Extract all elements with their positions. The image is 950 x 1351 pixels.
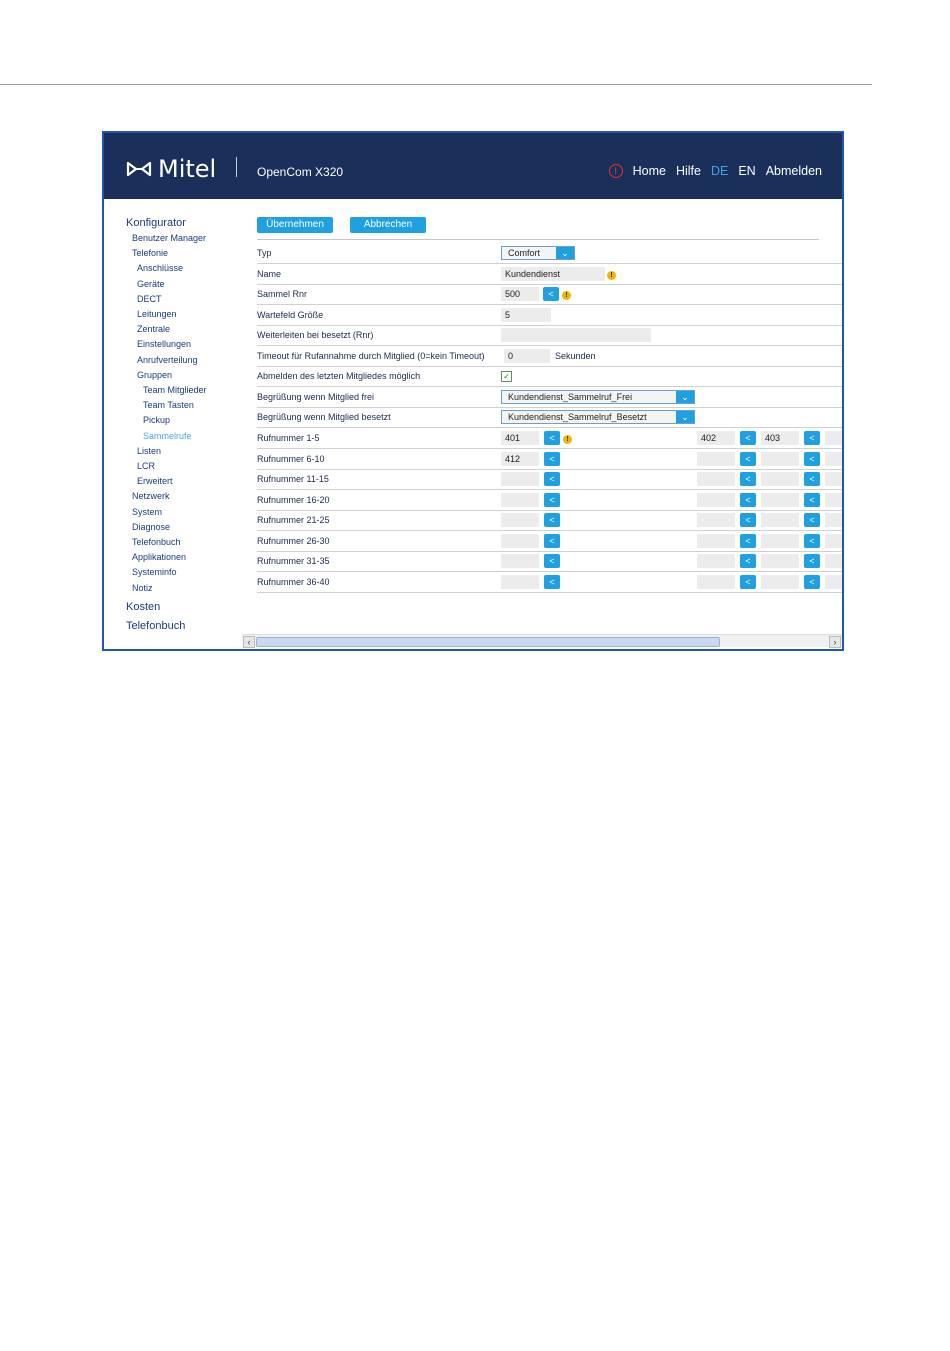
pick-number-button[interactable]: < [740,452,756,466]
number-field[interactable]: 403 [761,431,799,445]
number-field[interactable] [761,534,799,548]
scroll-right-icon[interactable]: › [829,636,841,648]
nav-help[interactable]: Hilfe [675,164,701,178]
pick-number-button[interactable]: < [544,431,560,445]
cancel-button[interactable]: Abbrechen [350,217,426,233]
greet-free-label: Begrüßung wenn Mitglied frei [257,392,375,402]
pick-number-button[interactable]: < [740,472,756,486]
sidebar-item[interactable]: DECT [137,293,162,304]
pick-number-button[interactable]: < [804,452,820,466]
pick-number-button[interactable]: < [543,287,559,301]
sidebar-item[interactable]: Sammelrufe [143,430,192,441]
number-row-label: Rufnummer 11-15 [257,474,329,484]
sidebar-item[interactable]: Team Mitglieder [143,385,207,395]
mitel-logo [126,155,216,183]
row-wartefeld [257,305,842,326]
pick-number-button[interactable]: < [804,534,820,548]
number-field[interactable] [697,493,735,507]
number-field[interactable] [825,431,842,445]
page-top-rule [0,84,872,85]
chevron-down-icon: ⌄ [676,411,694,423]
greet-busy-select[interactable] [501,410,695,424]
row-greet-free [257,387,842,408]
sidebar-item[interactable]: Erweitert [137,476,173,487]
number-field[interactable] [825,513,842,527]
chevron-down-icon: ⌄ [676,391,694,403]
pick-number-button[interactable]: < [544,472,560,486]
warning-icon: ! [562,291,571,300]
abmelden-label: Abmelden des letzten Mitgliedes möglich [257,371,421,381]
warning-icon: ! [607,271,616,280]
number-row [257,531,842,552]
sidebar-item[interactable]: Gruppen [137,369,173,380]
sidebar-item[interactable]: Anschlüsse [137,263,184,274]
number-row [257,469,842,490]
typ-select[interactable] [501,246,575,260]
pick-number-button[interactable]: < [740,431,756,445]
row-name [257,264,842,285]
number-field[interactable] [825,534,842,548]
sidebar-item[interactable]: Notiz [132,582,153,593]
row-sammel [257,284,842,305]
header-separator [236,157,237,177]
sidebar-item[interactable]: System [132,506,163,517]
greet-free-value: Kundendienst_Sammelruf_Frei [508,392,633,402]
nav-logout[interactable]: Abmelden [765,164,822,178]
name-label: Name [257,269,282,279]
sidebar-item[interactable]: Telefonbuch [132,537,181,547]
number-field[interactable] [697,513,735,527]
sidebar-item[interactable]: Pickup [143,415,171,426]
number-row-label: Rufnummer 31-35 [257,556,330,566]
sidebar-item[interactable]: Systeminfo [132,567,177,578]
sidebar-item[interactable]: Diagnose [132,521,171,532]
pick-number-button[interactable]: < [544,452,560,466]
sidebar-item[interactable]: Telefonbuch [126,619,186,632]
sidebar-item[interactable]: LCR [137,461,156,471]
weiterleiten-label: Weiterleiten bei besetzt (Rnr) [257,330,374,340]
number-field[interactable] [697,452,735,466]
number-field[interactable] [501,554,539,568]
app-header [104,133,842,199]
sidebar-item[interactable]: Einstellungen [137,339,192,350]
sidebar-item[interactable]: Telefonie [132,248,169,259]
sidebar-item[interactable]: Kosten [126,600,161,613]
warning-icon: ! [563,435,572,444]
pick-number-button[interactable]: < [740,534,756,548]
greet-busy-label: Begrüßung wenn Mitglied besetzt [257,412,391,422]
number-row-label: Rufnummer 36-40 [257,576,330,587]
number-field[interactable] [761,493,799,507]
number-field[interactable] [761,575,799,589]
row-abmelden [257,366,842,387]
lang-en[interactable]: EN [738,164,756,178]
number-field[interactable] [501,493,539,507]
number-row [257,572,842,593]
pick-number-button[interactable]: < [544,493,560,507]
number-row-label: Rufnummer 21-25 [257,515,330,525]
scrollbar-thumb[interactable] [256,637,720,647]
abmelden-checkbox[interactable]: ✓ [501,371,512,382]
pick-number-button[interactable]: < [544,534,560,548]
pick-number-button[interactable]: < [804,575,820,589]
number-row-label: Rufnummer 16-20 [257,494,330,505]
pick-number-button[interactable]: < [804,493,820,507]
number-field[interactable] [825,452,842,466]
scroll-left-icon[interactable]: ‹ [243,636,255,648]
pick-number-button[interactable]: < [740,575,756,589]
number-field[interactable] [697,575,735,589]
greet-free-select[interactable] [501,390,695,404]
number-field[interactable] [761,472,799,486]
number-field[interactable] [501,534,539,548]
pick-number-button[interactable]: < [740,493,756,507]
number-row [257,510,842,531]
sidebar-item[interactable]: Netzwerk [132,491,170,502]
pick-number-button[interactable]: < [544,554,560,568]
number-row [257,449,842,470]
sammel-label: Sammel Rnr [257,289,308,299]
pick-number-button[interactable]: < [544,513,560,527]
pick-number-button[interactable]: < [804,513,820,527]
pick-number-button[interactable]: < [544,575,560,589]
number-field[interactable] [825,472,842,486]
sidebar-item[interactable]: Team Tasten [143,400,194,411]
number-row-label: Rufnummer 26-30 [257,535,330,546]
number-field[interactable]: 402 [697,431,735,445]
typ-select-value: Comfort [508,248,541,258]
nav-home[interactable]: Home [632,164,666,178]
number-row [257,428,842,449]
sammel-field[interactable]: 500 [501,287,539,301]
logo-text: Mitel [158,155,217,183]
chevron-down-icon: ⌄ [556,247,574,259]
browser-screenshot-frame [102,131,844,651]
toolbar-divider [257,239,819,240]
pick-number-button[interactable]: < [740,554,756,568]
header-nav [609,164,822,178]
name-field[interactable]: Kundendienst [501,267,605,281]
number-row-label: Rufnummer 6-10 [257,453,325,464]
timeout-label: Timeout für Rufannahme durch Mitglied (0=kein Timeout) [257,351,485,361]
number-field[interactable] [825,554,842,568]
pick-number-button[interactable]: < [804,472,820,486]
alert-icon[interactable]: ! [609,164,623,178]
lang-de[interactable]: DE [710,164,729,178]
sidebar-item[interactable]: Konfigurator [126,217,186,229]
number-row [257,490,842,511]
number-field[interactable] [697,554,735,568]
pick-number-button[interactable]: < [804,554,820,568]
sidebar-item[interactable]: Leitungen [137,309,177,319]
weiterleiten-field[interactable] [501,328,651,342]
number-field[interactable] [501,575,539,589]
pick-number-button[interactable]: < [804,431,820,445]
row-weiterleiten [257,325,842,346]
number-row-label: Rufnummer 1-5 [257,433,320,443]
horizontal-scrollbar[interactable] [242,634,842,647]
timeout-unit: Sekunden [555,351,596,361]
sidebar-item[interactable]: Anrufverteilung [137,354,198,365]
apply-button[interactable]: Übernehmen [257,217,333,233]
number-field[interactable] [697,534,735,548]
mitel-logo-icon [126,160,152,178]
wartefeld-label: Wartefeld Größe [257,310,324,320]
sidebar-item[interactable]: Geräte [137,278,165,289]
row-greet-busy [257,407,842,428]
sidebar-item[interactable]: Zentrale [137,324,171,335]
sidebar-item[interactable]: Applikationen [132,552,187,563]
number-field[interactable] [825,575,842,589]
number-field[interactable]: 401 [501,431,539,445]
wartefeld-field[interactable]: 5 [501,308,551,322]
number-field[interactable] [825,493,842,507]
row-timeout [257,346,842,367]
product-name: OpenCom X320 [257,165,344,179]
sidebar-item[interactable]: Benutzer Manager [132,233,207,243]
typ-label: Typ [257,248,272,258]
number-field[interactable] [501,513,539,527]
number-field[interactable] [501,472,539,486]
number-row [257,551,842,572]
timeout-field[interactable]: 0 [504,349,550,363]
greet-busy-value: Kundendienst_Sammelruf_Besetzt [508,412,647,422]
pick-number-button[interactable]: < [740,513,756,527]
row-typ [257,243,842,264]
number-field[interactable]: 412 [501,452,539,466]
sidebar-item[interactable]: Listen [137,445,162,456]
number-field[interactable] [761,452,799,466]
number-field[interactable] [761,554,799,568]
number-field[interactable] [697,472,735,486]
number-field[interactable] [761,513,799,527]
